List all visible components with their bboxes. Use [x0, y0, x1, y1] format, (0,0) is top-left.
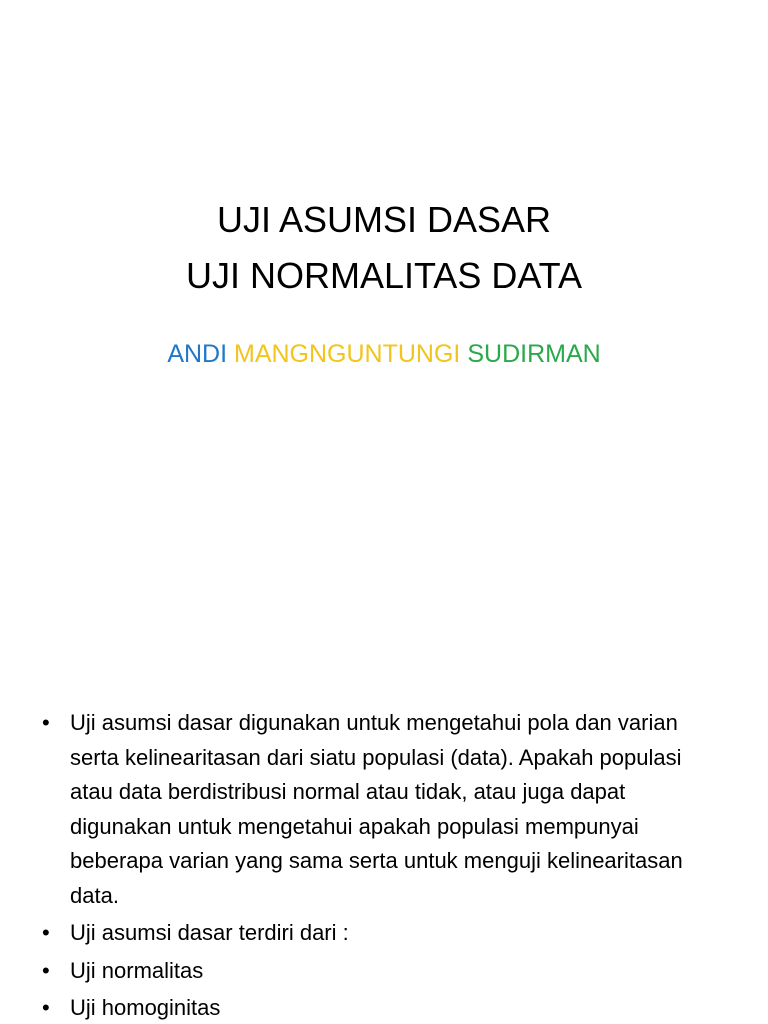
bullet-text: Uji asumsi dasar terdiri dari : — [70, 920, 349, 945]
slide-title-line-2: UJI NORMALITAS DATA — [185, 255, 583, 296]
bullet-text: Uji homoginitas — [70, 995, 221, 1020]
author-name — [0, 334, 768, 374]
bullet-icon: • — [42, 710, 50, 735]
bullet-item — [40, 916, 730, 951]
author-last-name: SUDIRMAN — [467, 340, 601, 368]
slide-title-line-1: UJI ASUMSI DASAR — [216, 199, 552, 240]
bullet-item — [40, 706, 730, 913]
author-first-name: ANDI — [167, 340, 228, 368]
bullet-icon: • — [42, 920, 50, 945]
bullet-item — [40, 954, 730, 989]
content-slide — [0, 690, 768, 1024]
bullet-item — [40, 991, 730, 1024]
bullet-icon: • — [42, 995, 50, 1020]
author-middle-name: MANGNGUNTUNGI — [234, 340, 461, 368]
bullet-text: Uji asumsi dasar digunakan untuk mengetahui pola dan varian serta kelinearitasan dari siatu populasi (data). Apakah populasi atau data berdistribusi normal atau tidak, atau juga dapat digunakan untuk mengetahui apakah populasi mempunyai beberapa varian yang sama serta untuk menguji kelinearitasan data. — [70, 710, 683, 908]
slide-title — [0, 192, 768, 304]
bullet-text: Uji normalitas — [70, 957, 204, 983]
bullet-list — [40, 706, 730, 1024]
bullet-icon: • — [42, 957, 50, 983]
